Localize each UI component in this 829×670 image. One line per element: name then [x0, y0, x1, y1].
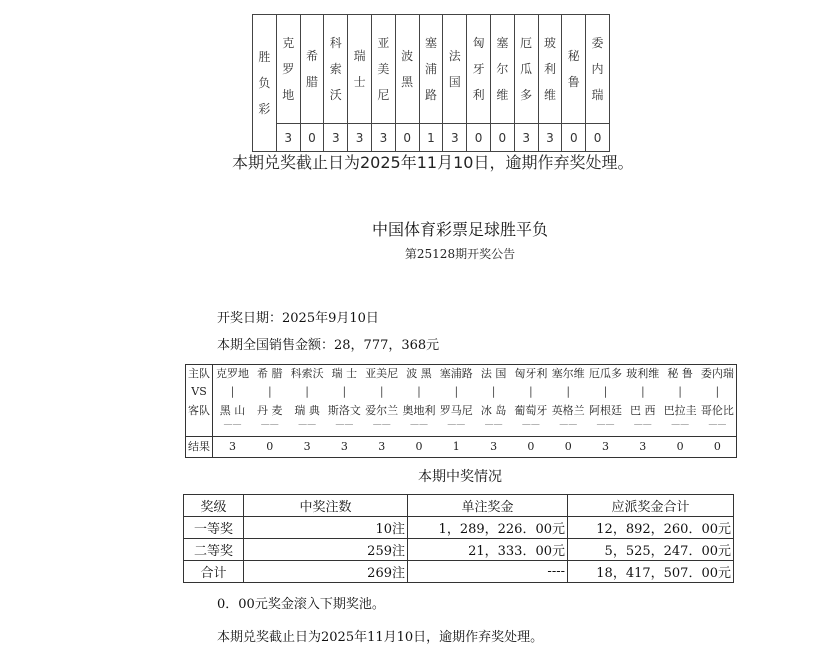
vs-mark: | [603, 385, 608, 398]
dash-line: —— [410, 420, 428, 430]
team-char: 索 [329, 62, 342, 76]
vs-mark: | [379, 385, 384, 398]
team-cell [371, 15, 395, 124]
away-team: 斯洛文 [327, 404, 361, 417]
match-column [214, 365, 251, 457]
dash-line: —— [484, 420, 503, 430]
team-char: 克 [282, 36, 295, 50]
team-char: 国 [448, 75, 461, 89]
team-char: 地 [282, 88, 295, 102]
match-column [289, 365, 326, 457]
team-char: 塞 [496, 36, 509, 50]
home-team: 匈牙利 [514, 367, 548, 380]
announcement-title: 中国体育彩票足球胜平负 [371, 220, 548, 239]
team-char: 委 [591, 36, 604, 50]
team-char: 浦 [424, 62, 437, 76]
result-cell: 0 [490, 124, 514, 152]
dash-line: —— [521, 420, 540, 430]
team-char: 内 [591, 62, 604, 76]
match-column [550, 365, 587, 457]
away-team: 英格兰 [551, 404, 585, 417]
announcement-subtitle: 第25128期开奖公告 [404, 247, 516, 261]
result-row [253, 124, 610, 152]
match-column [363, 365, 400, 457]
home-team: 克罗地 [216, 367, 249, 380]
match-result: 1 [452, 440, 460, 453]
dash-line: —— [708, 420, 727, 430]
home-team: 塞尔维 [551, 367, 585, 380]
result-cell: 3 [443, 124, 467, 152]
prize-level: 一等奖 [184, 517, 244, 539]
result-cell: 0 [300, 124, 324, 152]
team-cell [395, 15, 419, 124]
dash-line: —— [671, 420, 690, 430]
result-cell: 3 [538, 124, 562, 152]
team-char: 厄 [520, 36, 533, 50]
team-char: 美 [377, 62, 390, 76]
dash-line: —— [372, 420, 391, 430]
match-result: 3 [490, 440, 498, 453]
team-cell [348, 15, 372, 124]
vs-mark: | [267, 385, 272, 398]
match-result: 0 [527, 440, 535, 453]
match-column [326, 365, 363, 457]
result-cell: 0 [562, 124, 586, 152]
vs-mark: | [566, 385, 571, 398]
team-cell [562, 15, 586, 124]
dash-line: —— [335, 420, 354, 430]
result-cell: 3 [514, 124, 538, 152]
team-char: 鲁 [567, 75, 580, 89]
prize-row [184, 517, 734, 539]
match-result: 0 [713, 440, 721, 453]
team-char: 瑞 [353, 49, 366, 63]
away-team: 哥伦比 [700, 404, 734, 417]
vs-mark: | [529, 385, 533, 398]
prize-level: 二等奖 [184, 539, 244, 561]
team-char: 亚 [377, 36, 390, 50]
team-char: 科 [329, 36, 342, 50]
team-cell [467, 15, 491, 124]
home-team: 希 腊 [257, 367, 283, 380]
header-unit: 单注奖金 [408, 495, 568, 517]
team-cell [538, 15, 562, 124]
team-cell [419, 15, 443, 124]
home-team: 厄瓜多 [589, 367, 622, 380]
team-cell [300, 15, 324, 124]
pool-rollover-note: 0．00元奖金滚入下期奖池。 [217, 597, 385, 612]
match-result: 0 [266, 440, 274, 453]
result-cell: 0 [586, 124, 610, 152]
team-char: 瓜 [520, 62, 533, 76]
team-char: 玻 [543, 36, 556, 50]
team-char: 维 [496, 88, 509, 102]
dash-line: —— [260, 420, 279, 430]
match-column [662, 365, 699, 457]
team-char: 多 [520, 88, 533, 102]
result-cell: 3 [324, 124, 348, 152]
home-label: 主队 [188, 367, 210, 380]
team-char: 沃 [329, 88, 342, 102]
home-team: 法 国 [480, 367, 507, 380]
result-cell: 0 [395, 124, 419, 152]
team-char: 路 [424, 88, 437, 102]
match-result: 3 [602, 440, 609, 453]
match-result: 3 [229, 440, 236, 453]
total-prize: 5，525，247．00元 [568, 539, 734, 561]
team-cell [514, 15, 538, 124]
team-cell [276, 15, 300, 124]
prize-table [183, 494, 734, 583]
winner-count: 10注 [244, 517, 408, 539]
home-team: 瑞 士 [331, 367, 358, 380]
match-column [475, 365, 512, 457]
away-team: 冰 岛 [480, 404, 507, 417]
prize-header-row [184, 495, 734, 517]
match-result: 0 [676, 440, 684, 453]
unit-prize: 1，289，226．00元 [408, 517, 568, 539]
header-level: 奖级 [184, 495, 244, 517]
team-row [253, 15, 610, 124]
team-char: 希 [305, 49, 318, 63]
vs-mark: | [454, 385, 459, 398]
result-cell: 3 [348, 124, 372, 152]
match-result: 0 [564, 440, 572, 453]
result-cell: 1 [419, 124, 443, 152]
match-column [587, 365, 624, 457]
match-result: 3 [340, 440, 348, 453]
team-char: 法 [448, 49, 461, 63]
match-column [699, 365, 736, 457]
vs-mark: | [491, 385, 496, 398]
prize-heading: 本期中奖情况 [418, 469, 502, 485]
away-team: 阿根廷 [589, 404, 622, 417]
match-column [251, 365, 288, 457]
vs-mark: | [342, 385, 347, 398]
match-result: 0 [415, 440, 423, 453]
result-cell: 3 [276, 124, 300, 152]
team-char: 匈 [472, 36, 485, 50]
match-result: 3 [639, 440, 647, 453]
winner-count: 269注 [244, 561, 408, 583]
dash-line: —— [559, 420, 578, 430]
home-team: 亚美尼 [365, 367, 399, 380]
away-team: 罗马尼 [439, 404, 473, 417]
home-team: 科索沃 [290, 367, 324, 380]
dash-line: —— [633, 420, 652, 430]
team-cell [324, 15, 348, 124]
team-char: 利 [472, 88, 485, 102]
match-result: 3 [378, 440, 386, 453]
home-team: 委内瑞 [700, 367, 734, 380]
team-char: 腊 [305, 75, 318, 89]
away-team: 巴 西 [630, 404, 656, 417]
match-column [512, 365, 549, 457]
match-columns [214, 365, 736, 457]
unit-prize: 21，333．00元 [408, 539, 568, 561]
result-cell: 3 [371, 124, 395, 152]
team-char: 尼 [377, 88, 390, 102]
draw-date: 开奖日期：2025年9月10日 [217, 311, 379, 326]
result-summary-table [252, 14, 610, 152]
team-char: 秘 [567, 49, 580, 63]
away-team: 黑 山 [219, 404, 246, 417]
unit-prize: ---- [408, 561, 568, 583]
vs-mark: | [230, 385, 235, 398]
header-total: 应派奖金合计 [568, 495, 734, 517]
away-team: 巴拉圭 [663, 404, 697, 417]
home-team: 塞浦路 [439, 367, 473, 380]
team-char: 利 [543, 62, 556, 76]
team-cell [586, 15, 610, 124]
lottery-type-cell: 胜 负 彩 [253, 15, 277, 152]
sales-amount: 本期全国销售金额：28，777，368元 [217, 338, 440, 353]
away-team: 瑞 典 [294, 404, 320, 417]
header-count: 中奖注数 [244, 495, 408, 517]
away-label: 客队 [188, 404, 210, 417]
team-char: 士 [353, 75, 366, 89]
team-char: 黑 [401, 75, 414, 89]
match-column [401, 365, 438, 457]
team-cell [490, 15, 514, 124]
winner-count: 259注 [244, 539, 408, 561]
team-char: 罗 [282, 62, 295, 76]
vs-mark: | [640, 385, 645, 398]
result-cell: 0 [467, 124, 491, 152]
vs-mark: | [305, 385, 309, 398]
away-team: 爱尔兰 [365, 404, 399, 417]
team-char: 瑞 [591, 88, 604, 102]
away-team: 奥地利 [402, 404, 436, 417]
prize-row [184, 561, 734, 583]
prize-row [184, 539, 734, 561]
home-team: 玻利维 [626, 367, 660, 380]
team-char: 维 [543, 88, 556, 102]
row-labels [186, 365, 213, 457]
dash-line: —— [447, 420, 466, 430]
bottom-deadline-notice: 本期兑奖截止日为2025年11月10日，逾期作弃奖处理。 [217, 630, 544, 645]
match-grid [185, 364, 737, 458]
vs-label: VS [191, 385, 207, 398]
team-cell [443, 15, 467, 124]
home-team: 秘 鲁 [667, 367, 693, 380]
away-team: 丹 麦 [257, 404, 283, 417]
dash-line: —— [298, 420, 317, 430]
vs-mark: | [715, 385, 720, 398]
match-column [438, 365, 475, 457]
team-char: 塞 [424, 36, 437, 50]
dash-line: —— [223, 420, 242, 430]
total-prize: 18，417，507．00元 [568, 561, 734, 583]
team-char: 尔 [496, 62, 509, 76]
away-team: 葡萄牙 [514, 404, 548, 417]
vs-mark: | [417, 385, 421, 398]
total-prize: 12，892，260．00元 [568, 517, 734, 539]
deadline-notice: 本期兑奖截止日为2025年11月10日，逾期作弃奖处理。 [232, 153, 634, 172]
match-column [624, 365, 661, 457]
team-char: 牙 [472, 62, 485, 76]
dash-line: —— [596, 420, 615, 430]
match-result: 3 [303, 440, 311, 453]
home-team: 波 黑 [406, 367, 432, 380]
result-label: 结果 [188, 440, 210, 453]
team-char: 波 [401, 49, 414, 63]
prize-level: 合计 [184, 561, 244, 583]
vs-mark: | [678, 385, 682, 398]
